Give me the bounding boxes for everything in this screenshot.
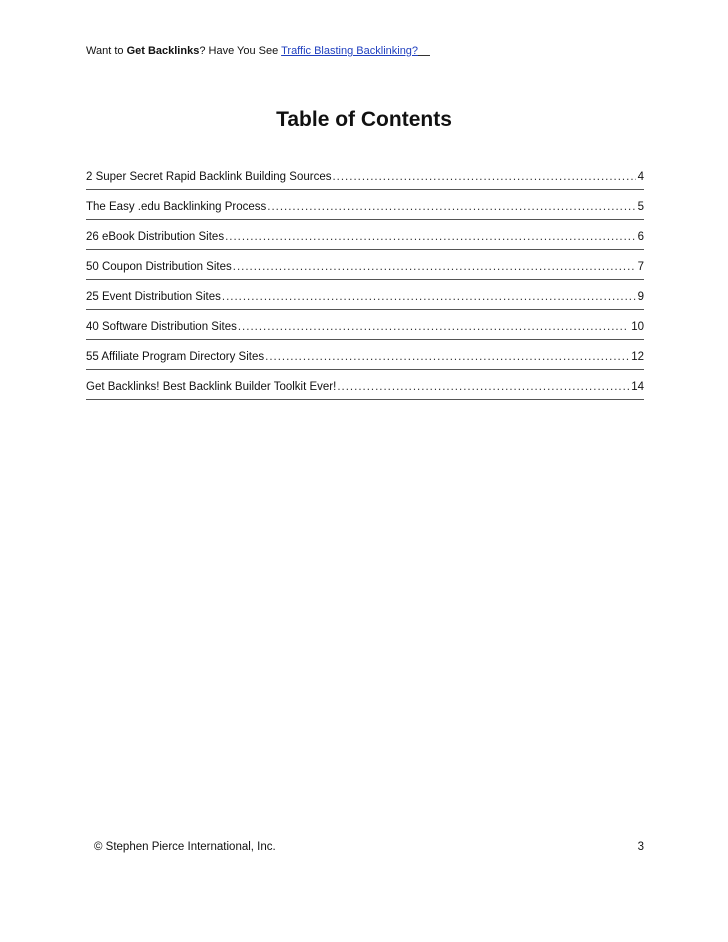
table-of-contents (86, 160, 644, 400)
page-title: Table of Contents (276, 108, 452, 131)
toc-entry-label: 25 Event Distribution Sites (86, 291, 221, 303)
footer-page-number: 3 (637, 841, 644, 853)
toc-entry[interactable] (86, 190, 644, 220)
toc-entry-label: 50 Coupon Distribution Sites (86, 261, 232, 273)
toc-dot-leader (265, 351, 629, 363)
toc-entry-label: 26 eBook Distribution Sites (86, 231, 225, 243)
toc-dot-leader (225, 231, 636, 243)
page-header (86, 44, 430, 58)
toc-entry-label: 2 Super Secret Rapid Backlink Building Sources (86, 171, 332, 183)
page-footer (94, 840, 644, 854)
toc-entry-page: 7 (637, 261, 644, 273)
toc-entry-label: Get Backlinks! Best Backlink Builder Toolkit Ever! (86, 381, 337, 393)
header-bold-text: Get Backlinks (126, 45, 200, 57)
toc-entry-page: 9 (637, 291, 644, 303)
toc-dot-leader (222, 291, 636, 303)
toc-entry-label: 55 Affiliate Program Directory Sites (86, 351, 265, 363)
header-link[interactable]: Traffic Blasting Backlinking? (281, 45, 419, 57)
toc-dot-leader (233, 261, 636, 273)
toc-entry[interactable] (86, 310, 644, 340)
toc-dot-leader (267, 201, 635, 213)
toc-entry[interactable] (86, 280, 644, 310)
toc-entry[interactable] (86, 250, 644, 280)
toc-dot-leader (337, 381, 629, 393)
toc-dot-leader (332, 171, 635, 183)
toc-entry[interactable] (86, 160, 644, 190)
toc-entry-label: 40 Software Distribution Sites (86, 321, 237, 333)
toc-entry-page: 4 (637, 171, 644, 183)
toc-entry-page: 6 (637, 231, 644, 243)
toc-entry-label: The Easy .edu Backlinking Process (86, 201, 267, 213)
toc-entry[interactable] (86, 370, 644, 400)
toc-entry-page: 12 (631, 351, 644, 363)
header-prefix: Want to (86, 45, 127, 57)
toc-entry[interactable] (86, 340, 644, 370)
toc-dot-leader (238, 321, 629, 333)
toc-entry[interactable] (86, 220, 644, 250)
header-underline-trail (418, 44, 430, 56)
header-middle: ? Have You See (199, 45, 282, 57)
toc-entry-page: 5 (637, 201, 644, 213)
toc-entry-page: 10 (631, 321, 644, 333)
footer-copyright: © Stephen Pierce International, Inc. (94, 841, 276, 853)
toc-entry-page: 14 (631, 381, 644, 393)
